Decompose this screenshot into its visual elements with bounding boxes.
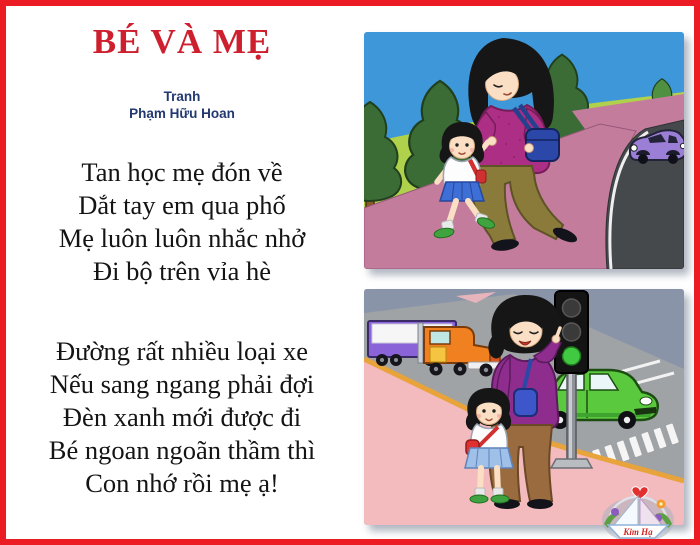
poem-line: Đường rất nhiều loại xe [55,336,309,366]
poem-stanza-2 [6,335,358,500]
red-light-off [563,299,581,317]
poem-line: Đi bộ trên vỉa hè [92,256,272,286]
text-column [6,6,358,539]
poem-line: Nếu sang ngang phải đợi [49,369,315,399]
illustration-walking-on-sidewalk [364,32,684,269]
yellow-light-off [563,323,581,341]
poem-line: Con nhớ rồi mẹ ạ! [85,468,279,498]
credit-block [6,88,358,122]
walking-scene [364,32,684,269]
purple-flower [611,508,619,516]
credit-label: Tranh [163,89,201,104]
poem-stanza-1 [6,156,358,288]
poem-line: Dắt tay em qua phố [78,190,286,220]
paper-boat-logo [597,480,679,545]
credit-author: Phạm Hữu Hoan [129,106,235,121]
page-title: BÉ VÀ MẸ [92,22,272,61]
watermark-text: Kim Hạ [623,527,653,537]
poem [6,156,358,500]
watermark-logo [597,480,679,545]
poem-line: Bé ngoan ngoãn thầm thì [48,435,316,465]
poem-line: Tan học mẹ đón về [81,157,283,187]
green-light-on [563,347,581,365]
poem-line: Đèn xanh mới được đi [62,402,302,432]
poem-line: Mẹ luôn luôn nhắc nhở [58,223,306,253]
